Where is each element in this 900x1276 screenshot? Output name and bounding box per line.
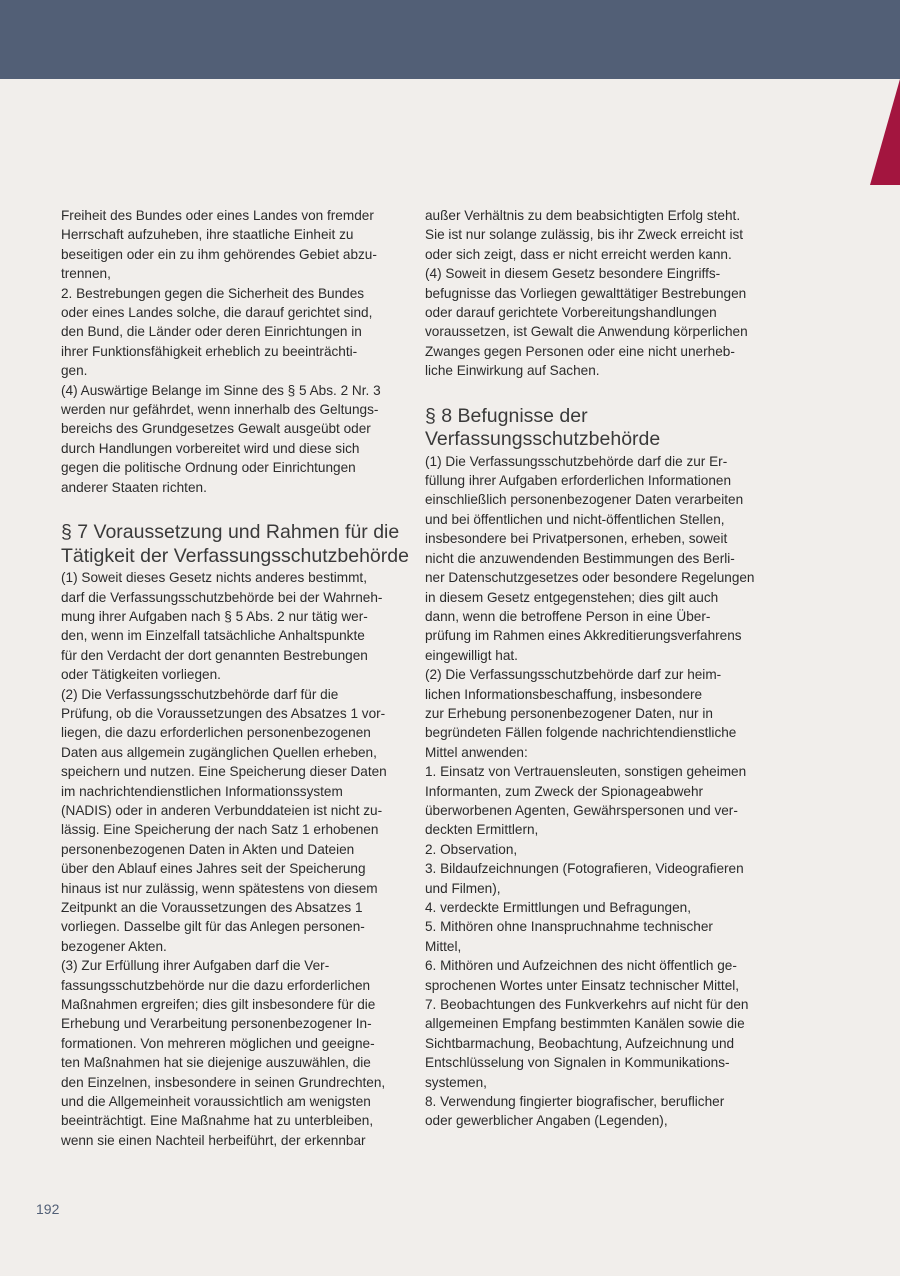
right-column [425, 206, 765, 1131]
section-8-list-item-8: 8. Verwendung fingierter biografischer, beruflicher oder gewerblicher Angaben (Legenden), [425, 1094, 725, 1129]
section-8-list-item-5: 5. Mithören ohne Inanspruchnahme technischer Mittel, [425, 919, 713, 954]
section-7-paragraph-4: (4) Soweit in diesem Gesetz besondere Eingriffs- befugnisse das Vorliegen gewalttätiger Bestrebungen oder darauf gerichtete Vorbereitungshandlungen voraussetzen, ist Gewalt die Anwendung körperlichen Zwanges gegen Personen oder eine nicht unerheb- liche Einwirkung auf Sachen. [425, 266, 748, 379]
paragraph-4: (4) Auswärtige Belange im Sinne des § 5 Abs. 2 Nr. 3 werden nur gefährdet, wenn innerhalb des Geltungs- bereichs des Grundgesetzes Gewalt ausgeübt oder durch Handlungen vorbereitet wird und diese sich gegen die politische Ordnung oder Einrichtungen anderer Staaten richten. [61, 382, 381, 495]
section-8-list-item-7: 7. Beobachtungen des Funkverkehrs auf nicht für den allgemeinen Empfang bestimmten Kanälen sowie die Sichtbarmachung, Beobachtung, Aufzeichnung und Entschlüsselung von Signalen in Kommunikations- systemen, [425, 997, 749, 1090]
section-7-paragraph-3-continued: außer Verhältnis zu dem beabsichtigten Erfolg steht. Sie ist nur solange zulässig, bis ihr Zweck erreicht ist oder sich zeigt, dass er nicht erreicht werden kann. [425, 208, 744, 262]
list-item-2: 2. Bestrebungen gegen die Sicherheit des Bundes oder eines Landes solche, die darauf gerichtet sind, den Bund, die Länder oder deren Einrichtungen in ihrer Funktionsfähigkeit erheblich zu beeinträchti- gen. [61, 285, 373, 379]
section-8-list-item-2: 2. Observation, [425, 841, 518, 857]
section-8-list-item-4: 4. verdeckte Ermittlungen und Befragungen, [425, 900, 692, 915]
section-7-paragraph-1: (1) Soweit dieses Gesetz nichts anderes bestimmt, darf die Verfassungsschutzbehörde bei der Wahrneh- mung ihrer Aufgaben nach § 5 Abs. 2 nur tätig wer- den, wenn im Einzelfall tatsächliche Anhaltspunkte für den Verdacht der dort genannten Bestrebungen oder Tätigkeiten vorliegen. [61, 570, 383, 683]
section-7-paragraph-3: (3) Zur Erfüllung ihrer Aufgaben darf die Ver- fassungsschutzbehörde nur die dazu erforderlichen Maßnahmen ergreifen; dies gilt insbesondere für die Erhebung und Verarbeitung personenbezogener In- formationen. Von mehreren möglichen und geeigne- ten Maßnahmen hat sie diejenige auszuwählen, die den Einzelnen, insbesondere in seinen Grundrechten, und die Allgemeinheit voraussichtlich am wenigsten beeinträchtigt. Eine Maßnahme hat zu unterbleiben, wenn sie einen Nachteil herbeiführt, der erkennbar [61, 958, 386, 1148]
section-8-list-item-6: 6. Mithören und Aufzeichnen des nicht öffentlich ge- sprochenen Wortes unter Einsatz technischer Mittel, [425, 958, 740, 993]
section-8-paragraph-1: (1) Die Verfassungsschutzbehörde darf die zur Er- füllung ihrer Aufgaben erforderlichen Informationen einschließlich personenbezogener Daten verarbeiten und bei öffentlichen und nicht-öffentlichen Stellen, insbesondere bei Privatpersonen, erheben, soweit nicht die anzuwendenden Bestimmungen des Berli- ner Datenschutzgesetzes oder besondere Regelungen in diesem Gesetz entgegenstehen; dies gilt auch dann, wenn die betroffene Person in eine Über- prüfung im Rahmen eines Akkreditierungsverfahrens eingewilligt hat. [425, 453, 755, 663]
left-column [61, 206, 409, 1150]
header-band [0, 0, 900, 79]
section-8-list-item-3: 3. Bildaufzeichnungen (Fotografieren, Videografieren und Filmen), [425, 861, 744, 896]
section-8-heading: § 8 Befugnisse der Verfassungsschutzbehörde [425, 404, 661, 451]
paragraph-intro: Freiheit des Bundes oder eines Landes von fremder Herrschaft aufzuheben, ihre staatliche Einheit zu beseitigen oder ein zu ihm gehörendes Gebiet abzu- trennen, [61, 208, 377, 282]
section-8-paragraph-2: (2) Die Verfassungsschutzbehörde darf zur heim- lichen Informationsbeschaffung, insbesondere zur Erhebung personenbezogener Daten, nur in begründeten Fällen folgende nachrichtendienstliche Mittel anwenden: [425, 667, 737, 760]
corner-accent-mark [870, 79, 900, 185]
section-7-heading: § 7 Voraussetzung und Rahmen für die Tätigkeit der Verfassungsschutzbehörde [61, 521, 409, 567]
section-7-paragraph-2: (2) Die Verfassungsschutzbehörde darf für die Prüfung, ob die Voraussetzungen des Absatzes 1 vor- liegen, die dazu erforderlichen personenbezogenen Daten aus allgemein zugänglichen Quellen erheben, speichern und nutzen. Eine Speicherung dieser Daten im nachrichtendienstlichen Informationssystem (NADIS) oder in anderen Verbunddateien ist nicht zu- lässig. Eine Speicherung der nach Satz 1 erhobenen personenbezogenen Daten in Akten und Dateien über den Ablauf eines Jahres seit der Speicherung hinaus ist nur zulässig, wenn spätestens von diesem Zeitpunkt an die Voraussetzungen des Absatzes 1 vorliegen. Dasselbe gilt für das Anlegen personen- bezogener Akten. [61, 686, 387, 954]
section-8-list-item-1: 1. Einsatz von Vertrauensleuten, sonstigen geheimen Informanten, zum Zweck der Spionageabwehr überworbenen Agenten, Gewährspersonen und ver- deckten Ermittlern, [425, 764, 747, 838]
page-number: 192 [36, 1201, 60, 1217]
